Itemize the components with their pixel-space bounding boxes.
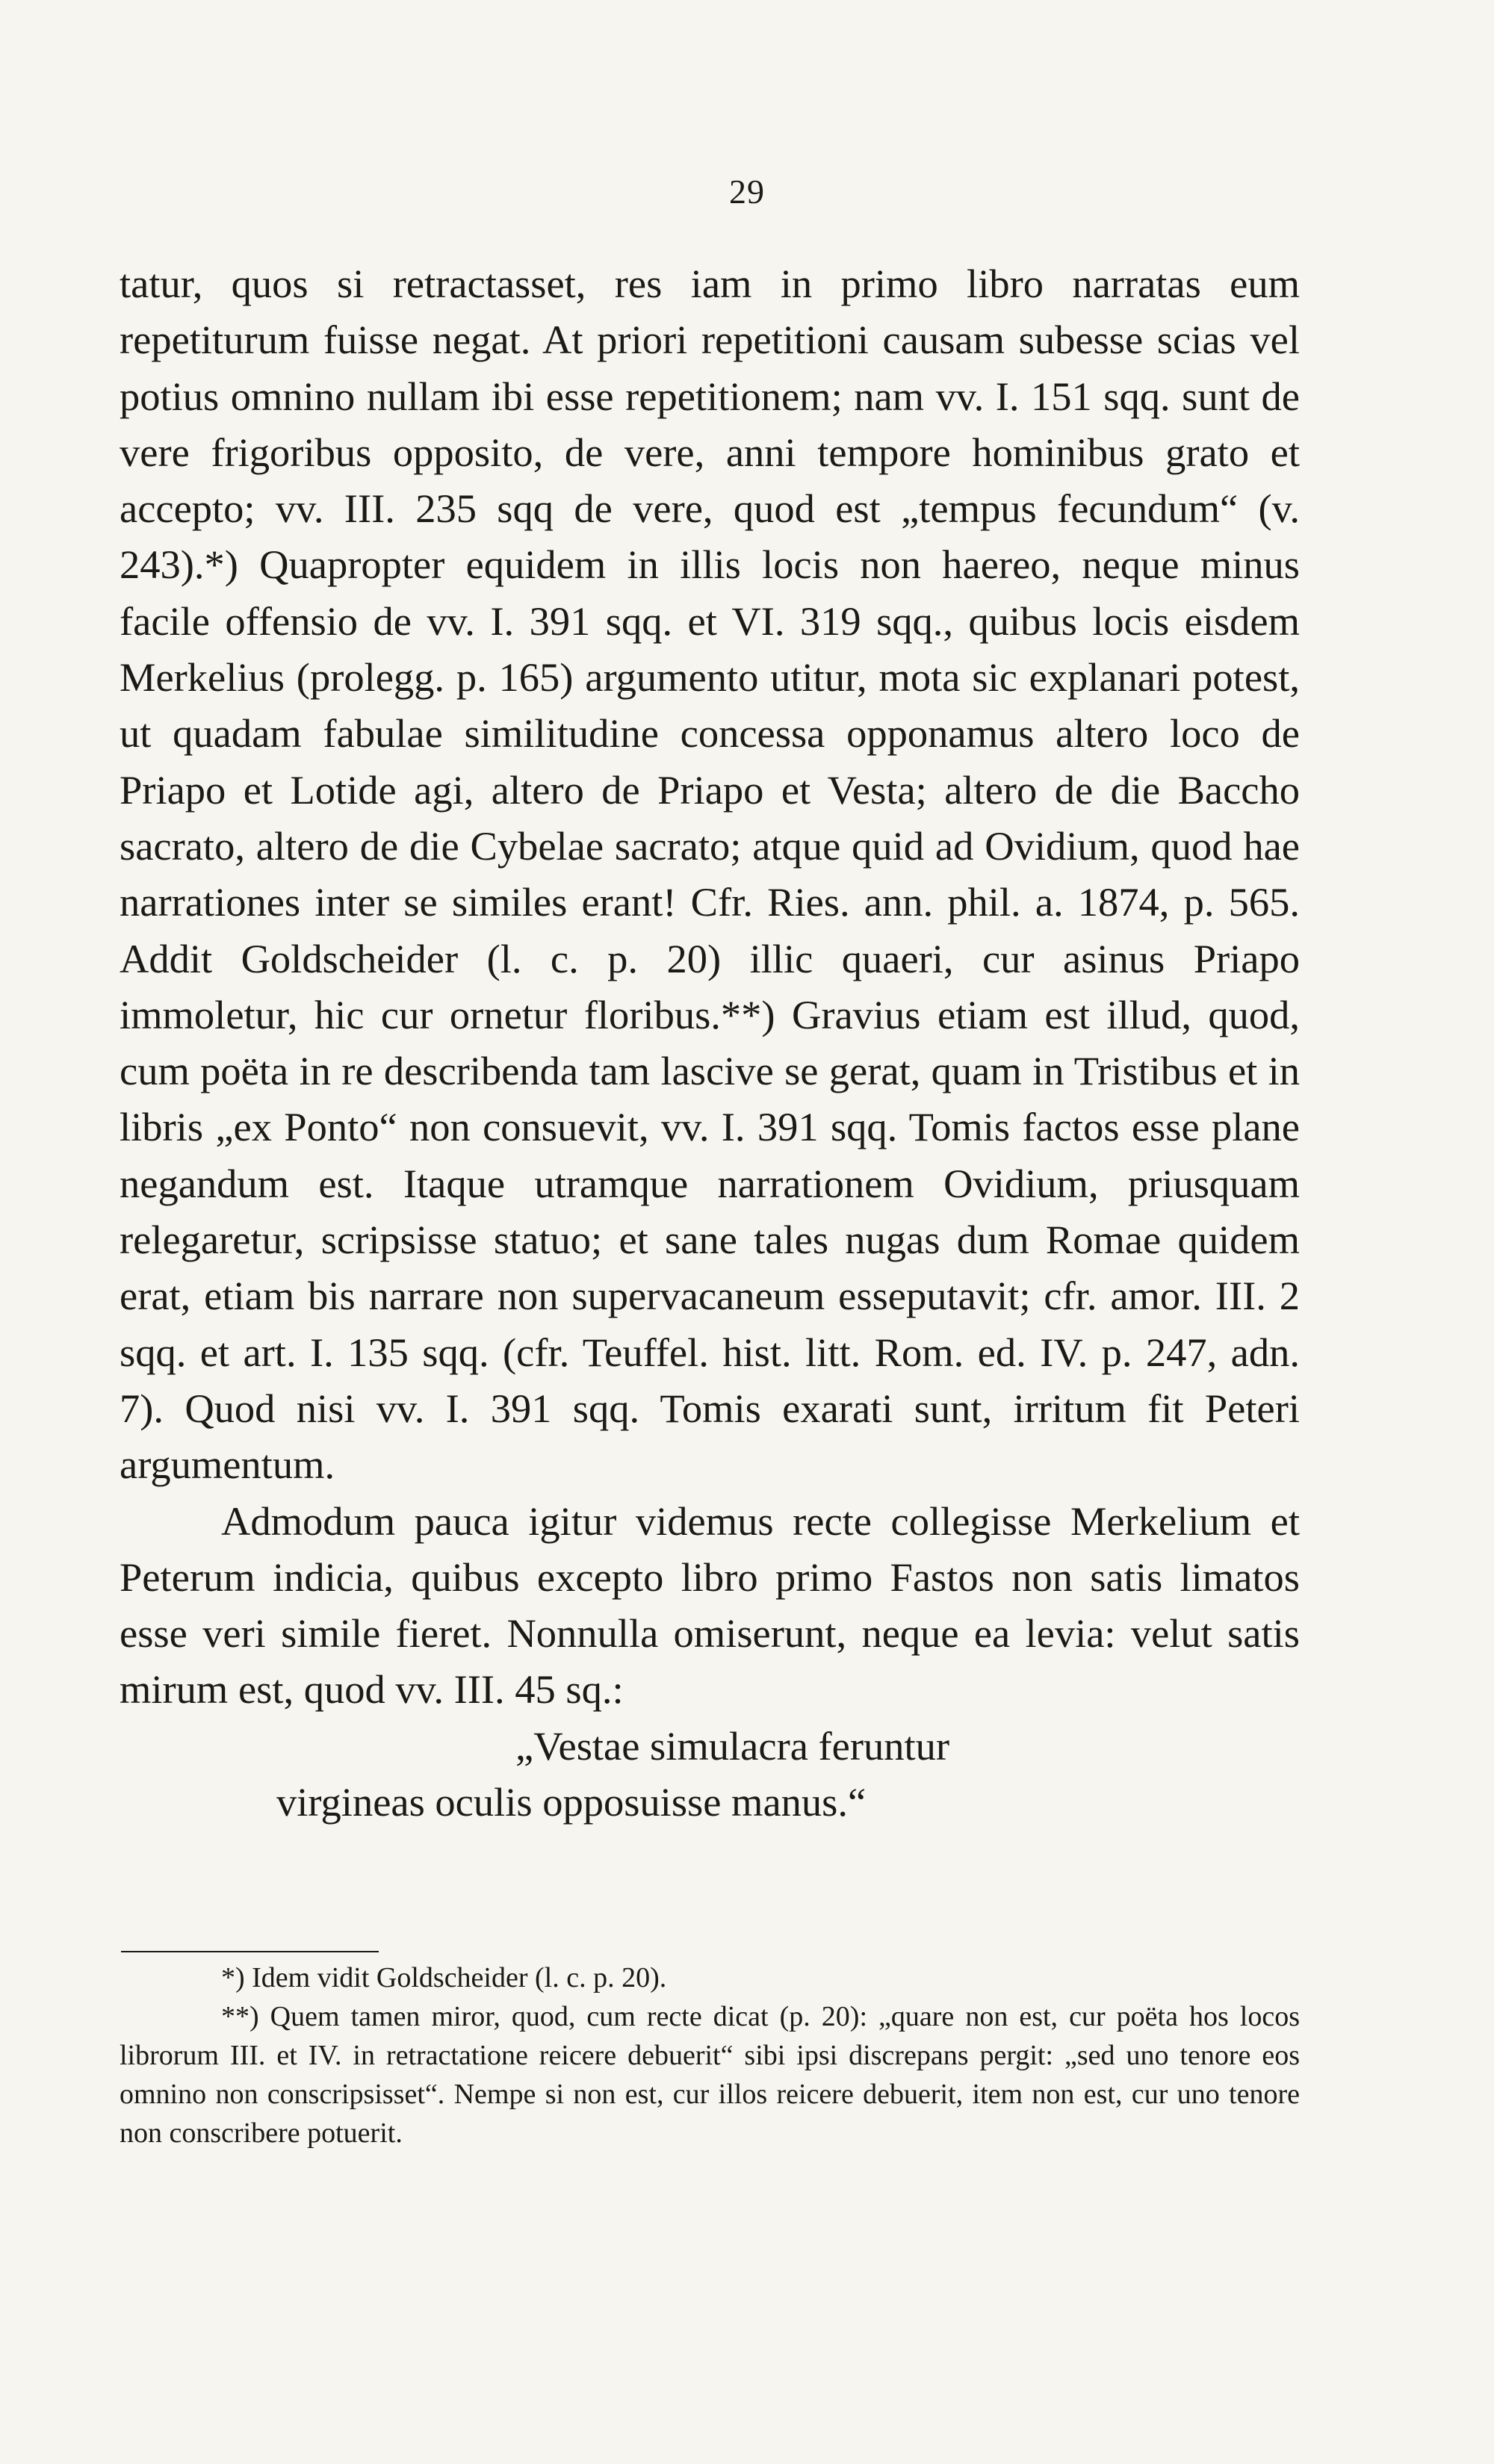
footnotes (120, 1958, 1300, 2153)
verse-line-2: virgineas oculis opposuisse manus.“ (276, 1779, 867, 1825)
paragraph-1: tatur, quos si retractasset, res iam in primo libro narratas eum repetiturum fuisse negat. At priori repetitioni causam subesse scias vel potius omnino nullam ibi esse repetitionem; nam vv. I. 151 sqq. sunt de vere frigoribus opposito, de vere, anni tempore hominibus grato et accepto; vv. III. 235 sqq de vere, quod est „tempus fecundum“ (v. 243).*) Quapropter equidem in illis locis non haereo, neque minus facile offensio de vv. I. 391 sqq. et VI. 319 sqq., quibus locis eisdem Merkelius (prolegg. p. 165) argumento utitur, mota sic explanari potest, ut quadam fabulae similitudine concessa opponamus altero loco de Priapo et Lotide agi, altero de Priapo et Vesta; altero de die Baccho sacrato, altero de die Cybelae sacrato; atque quid ad Ovidium, quod hae narrationes inter se similes erant! Cfr. Ries. ann. phil. a. 1874, p. 565. Addit Goldscheider (l. c. p. 20) illic quaeri, cur asinus Priapo immoletur, hic cur ornetur floribus.**) Gravius etiam est illud, quod, cum poëta in re describenda tam lascive se gerat, quam in Tristibus et in libris „ex Ponto“ non consuevit, vv. I. 391 sqq. Tomis factos esse plane negandum est. Itaque utramque narrationem Ovidium, priusquam relegaretur, scripsisse statuo; et sane tales nugas dum Romae quidem erat, etiam bis narrare non supervacaneum esseputavit; cfr. amor. III. 2 sqq. et art. I. 135 sqq. (cfr. Teuffel. hist. litt. Rom. ed. IV. p. 247, adn. 7). Quod nisi vv. I. 391 sqq. Tomis exarati sunt, irritum fit Peteri argumentum. (120, 261, 1300, 1488)
verse-quote (120, 1718, 1300, 1831)
page-number: 29 (729, 173, 765, 211)
main-text (120, 255, 1300, 1830)
footnote-1: *) Idem vidit Goldscheider (l. c. p. 20). (221, 1962, 667, 1993)
verse-line-1: „Vestae simulacra feruntur (515, 1722, 950, 1769)
footnote-separator (121, 1951, 379, 1952)
paragraph-2: Admodum pauca igitur videmus recte collegisse Merkelium et Peterum indicia, quibus excepto libro primo Fastos non satis limatos esse veri simile fieret. Nonnulla omiserunt, neque ea levia: velut satis mirum est, quod vv. III. 45 sq.: (120, 1498, 1300, 1713)
footnote-2: **) Quem tamen miror, quod, cum recte dicat (p. 20): „quare non est, cur poëta hos locos librorum III. et IV. in retractatione reicere debuerit“ sibi ipsi discrepans pergit: „sed uno tenore eos omnino non conscripsisset“. Nempe si non est, cur illos reicere debuerit, item non est, cur uno tenore non conscribere potuerit. (120, 2001, 1300, 2149)
